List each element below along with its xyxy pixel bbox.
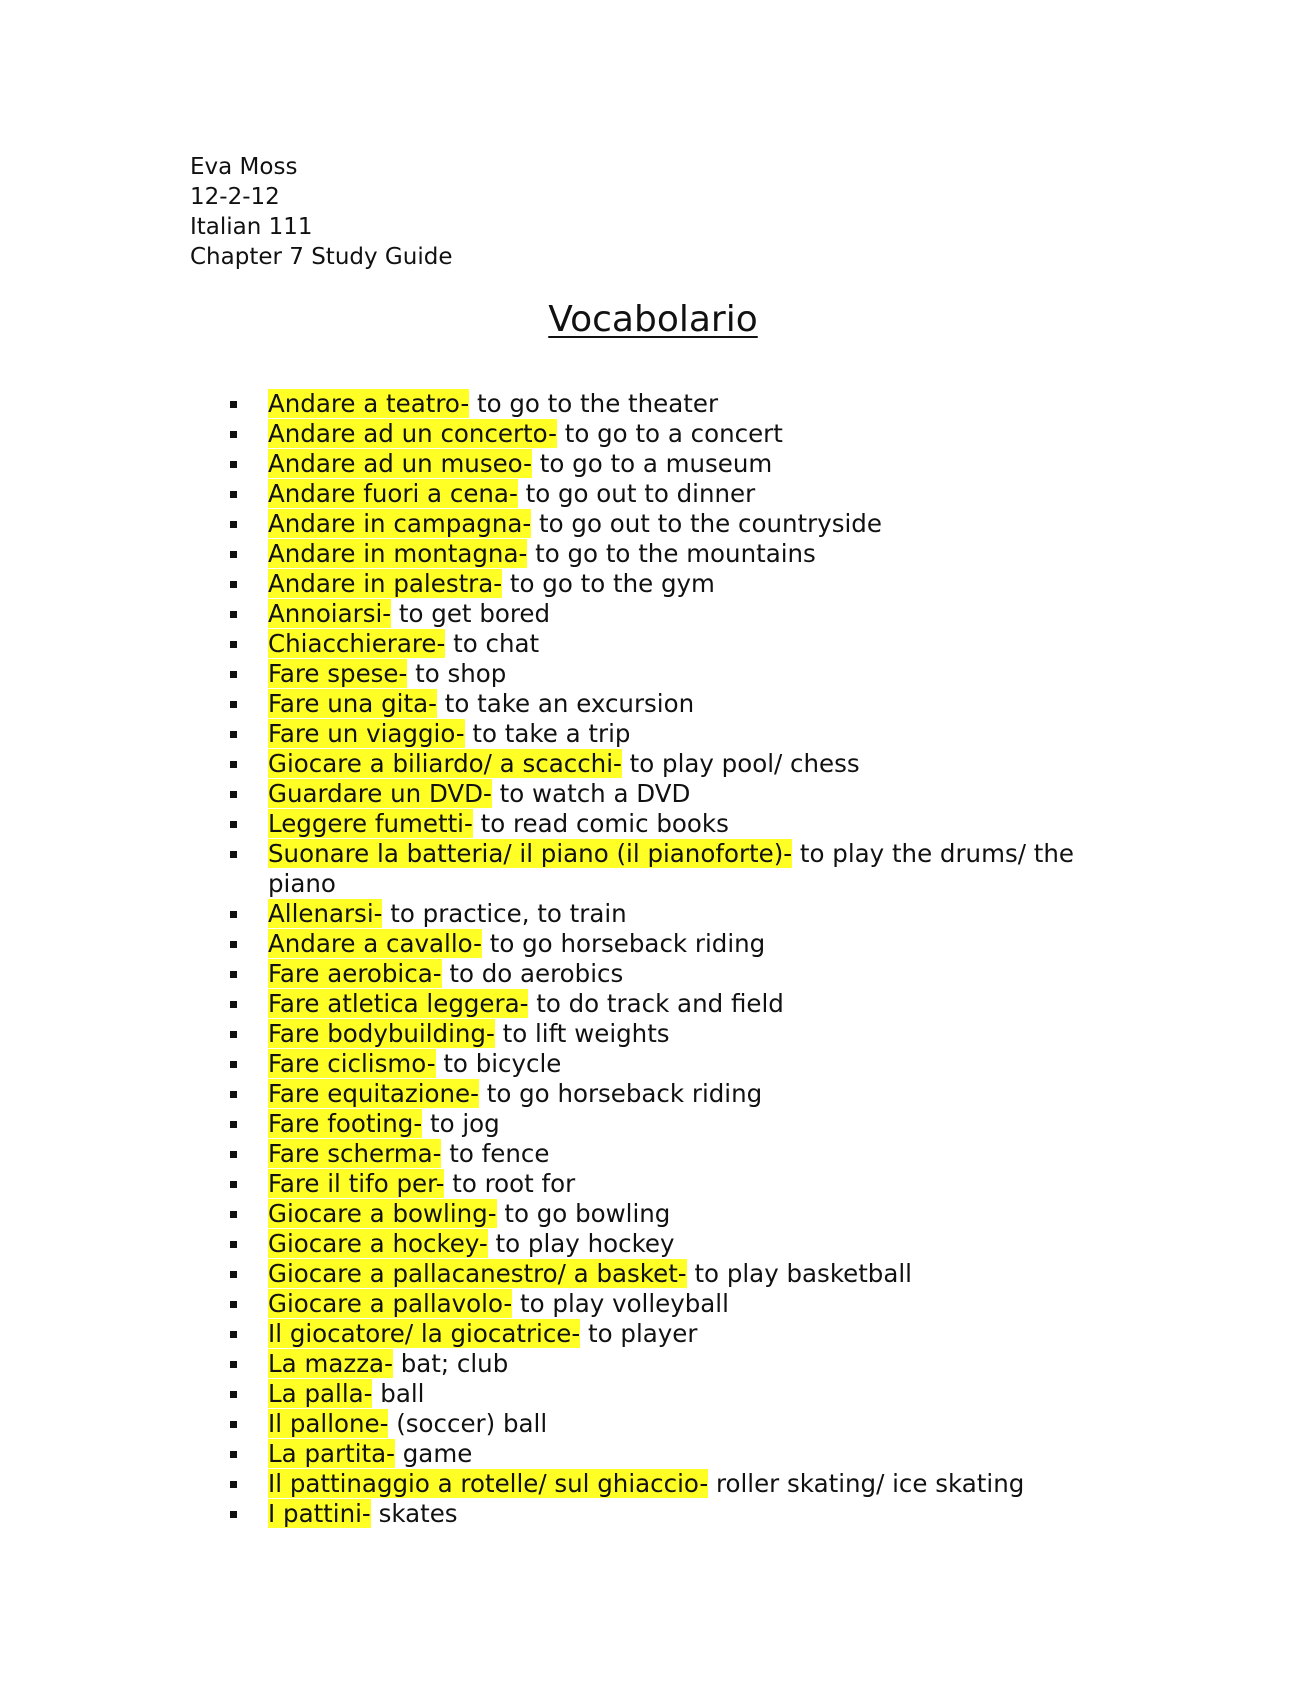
vocab-term: Il giocatore/ la giocatrice-	[268, 1319, 581, 1348]
square-bullet-icon	[230, 461, 237, 468]
list-item	[228, 1139, 1128, 1169]
document-subtitle: Chapter 7 Study Guide	[190, 244, 453, 270]
vocab-definition: to take an excursion	[436, 689, 695, 718]
square-bullet-icon	[230, 941, 237, 948]
vocab-definition: to go horseback riding	[481, 929, 766, 958]
list-item	[228, 569, 1128, 599]
list-item	[228, 1049, 1128, 1079]
square-bullet-icon	[230, 1151, 237, 1158]
vocab-definition: bat; club	[392, 1349, 509, 1378]
vocab-definition: to get bored	[391, 599, 551, 628]
list-item	[228, 1379, 1128, 1409]
vocab-definition: to go out to dinner	[517, 479, 756, 508]
square-bullet-icon	[230, 1361, 237, 1368]
vocab-definition: to go to a museum	[531, 449, 773, 478]
list-item	[228, 689, 1128, 719]
vocab-term: Leggere fumetti-	[268, 809, 473, 838]
vocab-definition: to play pool/ chess	[621, 749, 860, 778]
square-bullet-icon	[230, 491, 237, 498]
vocab-term: Giocare a biliardo/ a scacchi-	[268, 749, 622, 778]
list-item	[228, 989, 1128, 1019]
vocab-definition: to play basketball	[686, 1259, 912, 1288]
vocab-definition: to fence	[441, 1139, 550, 1168]
vocab-list	[228, 389, 1128, 1529]
square-bullet-icon	[230, 701, 237, 708]
vocab-definition: (soccer) ball	[388, 1409, 548, 1438]
list-item	[228, 1109, 1128, 1139]
vocab-definition: to chat	[445, 629, 540, 658]
square-bullet-icon	[230, 431, 237, 438]
vocab-term: Fare una gita-	[268, 689, 437, 718]
vocab-term: Chiacchierare-	[268, 629, 446, 658]
square-bullet-icon	[230, 791, 237, 798]
vocab-definition: to do track and field	[528, 989, 784, 1018]
vocab-term: Fare bodybuilding-	[268, 1019, 495, 1048]
list-item	[228, 1349, 1128, 1379]
page-title: Vocabolario	[548, 299, 758, 340]
vocab-term: La palla-	[268, 1379, 373, 1408]
vocab-definition: to go to the theater	[469, 389, 719, 418]
vocab-term: Il pallone-	[268, 1409, 389, 1438]
square-bullet-icon	[230, 911, 237, 918]
vocab-definition: to play hockey	[487, 1229, 675, 1258]
square-bullet-icon	[230, 761, 237, 768]
list-item	[228, 1079, 1128, 1109]
list-item	[228, 1289, 1128, 1319]
vocab-term: Andare a teatro-	[268, 389, 470, 418]
list-item	[228, 1169, 1128, 1199]
vocab-term: Fare footing-	[268, 1109, 423, 1138]
vocab-definition: to do aerobics	[441, 959, 624, 988]
vocab-definition: to practice, to train	[382, 899, 627, 928]
list-item	[228, 1259, 1128, 1289]
list-item	[228, 929, 1128, 959]
list-item	[228, 629, 1128, 659]
vocab-term: Allenarsi-	[268, 899, 383, 928]
square-bullet-icon	[230, 851, 237, 858]
vocab-term: La mazza-	[268, 1349, 393, 1378]
vocab-term: Fare aerobica-	[268, 959, 442, 988]
vocab-definition: game	[394, 1439, 473, 1468]
vocab-term: Suonare la batteria/ il piano (il pianoforte)-	[268, 839, 793, 868]
list-item	[228, 389, 1128, 419]
list-item	[228, 599, 1128, 629]
list-item	[228, 959, 1128, 989]
vocab-definition: to go out to the countryside	[531, 509, 882, 538]
vocab-term: Giocare a hockey-	[268, 1229, 488, 1258]
vocab-term: Andare in palestra-	[268, 569, 503, 598]
square-bullet-icon	[230, 641, 237, 648]
square-bullet-icon	[230, 971, 237, 978]
square-bullet-icon	[230, 1451, 237, 1458]
square-bullet-icon	[230, 1121, 237, 1128]
list-item	[228, 1199, 1128, 1229]
vocab-term: Andare ad un museo-	[268, 449, 532, 478]
list-item	[228, 1499, 1128, 1529]
list-item	[228, 1229, 1128, 1259]
vocab-term: Andare a cavallo-	[268, 929, 482, 958]
vocab-term: Fare un viaggio-	[268, 719, 465, 748]
vocab-definition: skates	[370, 1499, 458, 1528]
list-item	[228, 539, 1128, 569]
square-bullet-icon	[230, 1301, 237, 1308]
vocab-term: Andare in montagna-	[268, 539, 528, 568]
square-bullet-icon	[230, 521, 237, 528]
list-item	[228, 1439, 1128, 1469]
list-item	[228, 659, 1128, 689]
vocab-term: Giocare a pallavolo-	[268, 1289, 513, 1318]
vocab-term: La partita-	[268, 1439, 395, 1468]
vocab-definition: roller skating/ ice skating	[708, 1469, 1025, 1498]
list-item	[228, 1409, 1128, 1439]
vocab-term: Annoiarsi-	[268, 599, 392, 628]
square-bullet-icon	[230, 1391, 237, 1398]
vocab-term: Fare atletica leggera-	[268, 989, 529, 1018]
document-header	[190, 152, 452, 272]
list-item	[228, 1019, 1128, 1049]
vocab-term: Andare in campagna-	[268, 509, 532, 538]
square-bullet-icon	[230, 1091, 237, 1098]
vocab-term: Andare fuori a cena-	[268, 479, 518, 508]
square-bullet-icon	[230, 1211, 237, 1218]
vocab-term: Fare spese-	[268, 659, 408, 688]
list-item	[228, 749, 1128, 779]
list-item	[228, 779, 1128, 809]
list-item	[228, 419, 1128, 449]
vocab-term: Fare ciclismo-	[268, 1049, 436, 1078]
vocab-term: Il pattinaggio a rotelle/ sul ghiaccio-	[268, 1469, 709, 1498]
square-bullet-icon	[230, 1271, 237, 1278]
vocab-term: Guardare un DVD-	[268, 779, 492, 808]
square-bullet-icon	[230, 1511, 237, 1518]
square-bullet-icon	[230, 401, 237, 408]
square-bullet-icon	[230, 671, 237, 678]
vocab-term: Fare scherma-	[268, 1139, 442, 1168]
list-item	[228, 479, 1128, 509]
vocab-term: Fare il tifo per-	[268, 1169, 445, 1198]
square-bullet-icon	[230, 1061, 237, 1068]
square-bullet-icon	[230, 1421, 237, 1428]
vocab-definition: to go to the gym	[502, 569, 715, 598]
square-bullet-icon	[230, 611, 237, 618]
list-item	[228, 509, 1128, 539]
vocab-definition: to go to a concert	[556, 419, 783, 448]
vocab-definition: to bicycle	[435, 1049, 562, 1078]
vocab-definition: to watch a DVD	[491, 779, 691, 808]
vocab-definition: to take a trip	[464, 719, 631, 748]
list-item	[228, 839, 1128, 899]
vocab-definition: ball	[372, 1379, 425, 1408]
vocab-term: I pattini-	[268, 1499, 371, 1528]
list-item	[228, 719, 1128, 749]
document-date: 12-2-12	[190, 184, 280, 210]
square-bullet-icon	[230, 1481, 237, 1488]
vocab-term: Fare equitazione-	[268, 1079, 479, 1108]
vocab-definition: to go bowling	[496, 1199, 671, 1228]
vocab-definition: to root for	[444, 1169, 576, 1198]
vocab-definition: to go horseback riding	[478, 1079, 763, 1108]
vocab-definition: to read comic books	[472, 809, 729, 838]
square-bullet-icon	[230, 1031, 237, 1038]
list-item	[228, 1469, 1128, 1499]
square-bullet-icon	[230, 731, 237, 738]
list-item	[228, 1319, 1128, 1349]
vocab-definition: to shop	[407, 659, 507, 688]
vocab-definition: to jog	[422, 1109, 500, 1138]
square-bullet-icon	[230, 1241, 237, 1248]
square-bullet-icon	[230, 1181, 237, 1188]
square-bullet-icon	[230, 821, 237, 828]
list-item	[228, 809, 1128, 839]
square-bullet-icon	[230, 1331, 237, 1338]
student-name: Eva Moss	[190, 154, 298, 180]
course-name: Italian 111	[190, 214, 313, 240]
vocab-definition: to play volleyball	[512, 1289, 729, 1318]
vocab-definition: to lift weights	[494, 1019, 670, 1048]
vocab-definition: to player	[580, 1319, 698, 1348]
vocab-term: Andare ad un concerto-	[268, 419, 557, 448]
square-bullet-icon	[230, 581, 237, 588]
vocab-definition: to go to the mountains	[527, 539, 816, 568]
square-bullet-icon	[230, 1001, 237, 1008]
vocab-term: Giocare a pallacanestro/ a basket-	[268, 1259, 687, 1288]
vocab-definition: to play the drums/ the piano	[268, 839, 1074, 898]
list-item	[228, 899, 1128, 929]
list-item	[228, 449, 1128, 479]
vocab-term: Giocare a bowling-	[268, 1199, 497, 1228]
square-bullet-icon	[230, 551, 237, 558]
